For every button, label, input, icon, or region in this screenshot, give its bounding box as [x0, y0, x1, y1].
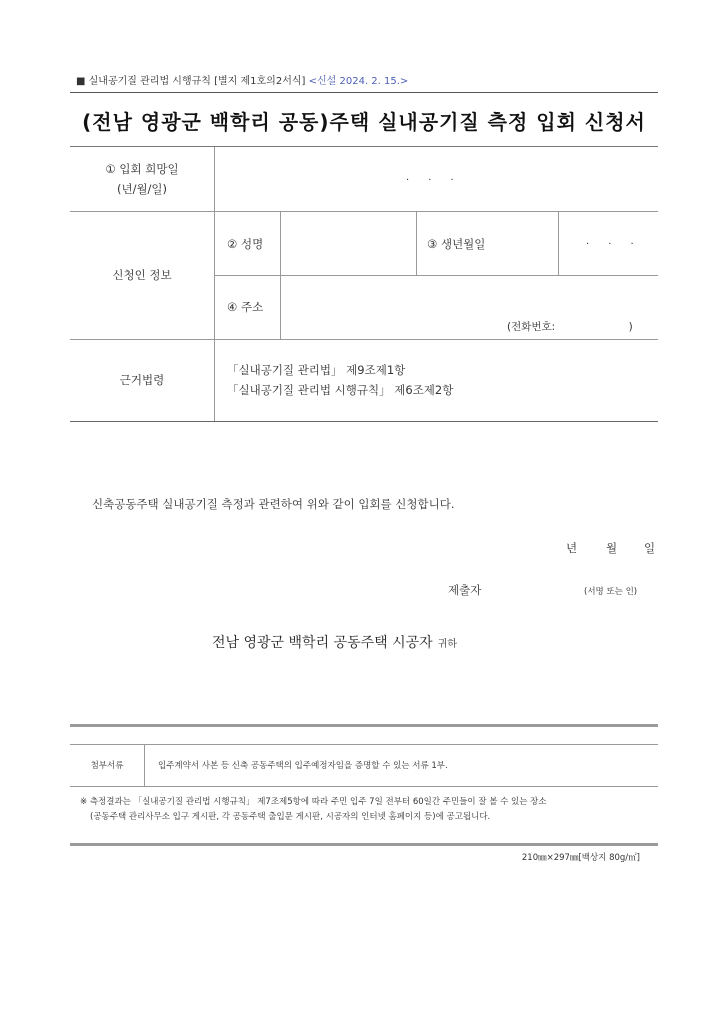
revision-note: <신설 2024. 2. 15.>	[308, 76, 409, 87]
label-column-divider	[214, 147, 215, 422]
phone-label: (전화번호: )	[507, 321, 633, 333]
application-statement: 신축공동주택 실내공기질 측정과 관련하여 위와 같이 입회를 신청합니다.	[92, 497, 455, 511]
name-label-divider	[280, 211, 281, 339]
recipient-line	[212, 632, 457, 652]
attachments-row-top	[70, 744, 658, 745]
visit-date-label-line2: (년/월/일)	[116, 182, 168, 196]
address-field[interactable]	[282, 277, 656, 317]
legal-basis-label: 근거법령	[119, 373, 165, 387]
attachments-label: 첨부서류	[90, 761, 124, 771]
top-divider	[70, 92, 658, 93]
submitter-label: 제출자	[448, 583, 482, 597]
address-label: ④ 주소	[227, 300, 264, 314]
bottom-rule	[70, 843, 658, 846]
paper-spec: 210㎜×297㎜[백상지 80g/㎡]	[521, 853, 640, 863]
visit-date-field[interactable]: . . .	[406, 172, 454, 183]
publication-note-line2: (공동주택 관리사무소 입구 게시판, 각 공동주택 출입문 게시판, 시공자의 인터넷 홈페이지 등)에 공고됩니다.	[90, 812, 491, 822]
attachments-row-bottom	[70, 786, 658, 787]
page-title: (전남 영광군 백학리 공동)주택 실내공기질 측정 입회 신청서	[82, 110, 646, 134]
birth-date-label: ③ 생년월일	[427, 237, 486, 251]
date-month-label: 월	[606, 541, 618, 555]
name-label: ② 성명	[227, 237, 264, 251]
visit-date-label	[70, 159, 214, 199]
name-field[interactable]	[282, 213, 414, 273]
applicant-section-label: 신청인 정보	[112, 268, 172, 282]
row-divider-2	[70, 339, 658, 340]
form-reference-text: 실내공기질 관리법 시행규칙 [별지 제1호의2서식]	[88, 76, 306, 87]
square-bullet-icon: ■	[76, 76, 86, 87]
birth-label-divider	[558, 211, 559, 275]
attachments-text: 입주계약서 사본 등 신축 공동주택의 입주예정자임을 증명할 수 있는 서류 1부.	[158, 761, 448, 771]
visit-date-label-line1: ① 입회 희망일	[105, 162, 179, 176]
attachments-label-divider	[144, 744, 145, 786]
legal-basis-line1: 「실내공기질 관리법」 제9조제1항	[227, 363, 406, 377]
date-year-label: 년	[566, 541, 578, 555]
birth-date-field[interactable]: . . .	[586, 236, 634, 247]
form-reference-header	[76, 72, 408, 87]
name-value-divider	[416, 211, 417, 275]
recipient-name: 전남 영광군 백학리 공동주택 시공자	[212, 635, 433, 651]
table-bottom-rule	[70, 421, 658, 422]
row-divider-1	[70, 211, 658, 212]
recipient-suffix: 귀하	[437, 639, 458, 650]
title-divider	[70, 146, 658, 147]
publication-note-line1: ※ 측정결과는 「실내공기질 관리법 시행규칙」 제7조제5항에 따라 주민 입주 7일 전부터 60일간 주민들이 잘 볼 수 있는 장소	[80, 797, 547, 807]
date-day-label: 일	[644, 541, 656, 555]
legal-basis-line2: 「실내공기질 관리법 시행규칙」 제6조제2항	[227, 383, 454, 397]
signature-note: (서명 또는 인)	[584, 587, 638, 597]
attachments-top-rule	[70, 724, 658, 727]
